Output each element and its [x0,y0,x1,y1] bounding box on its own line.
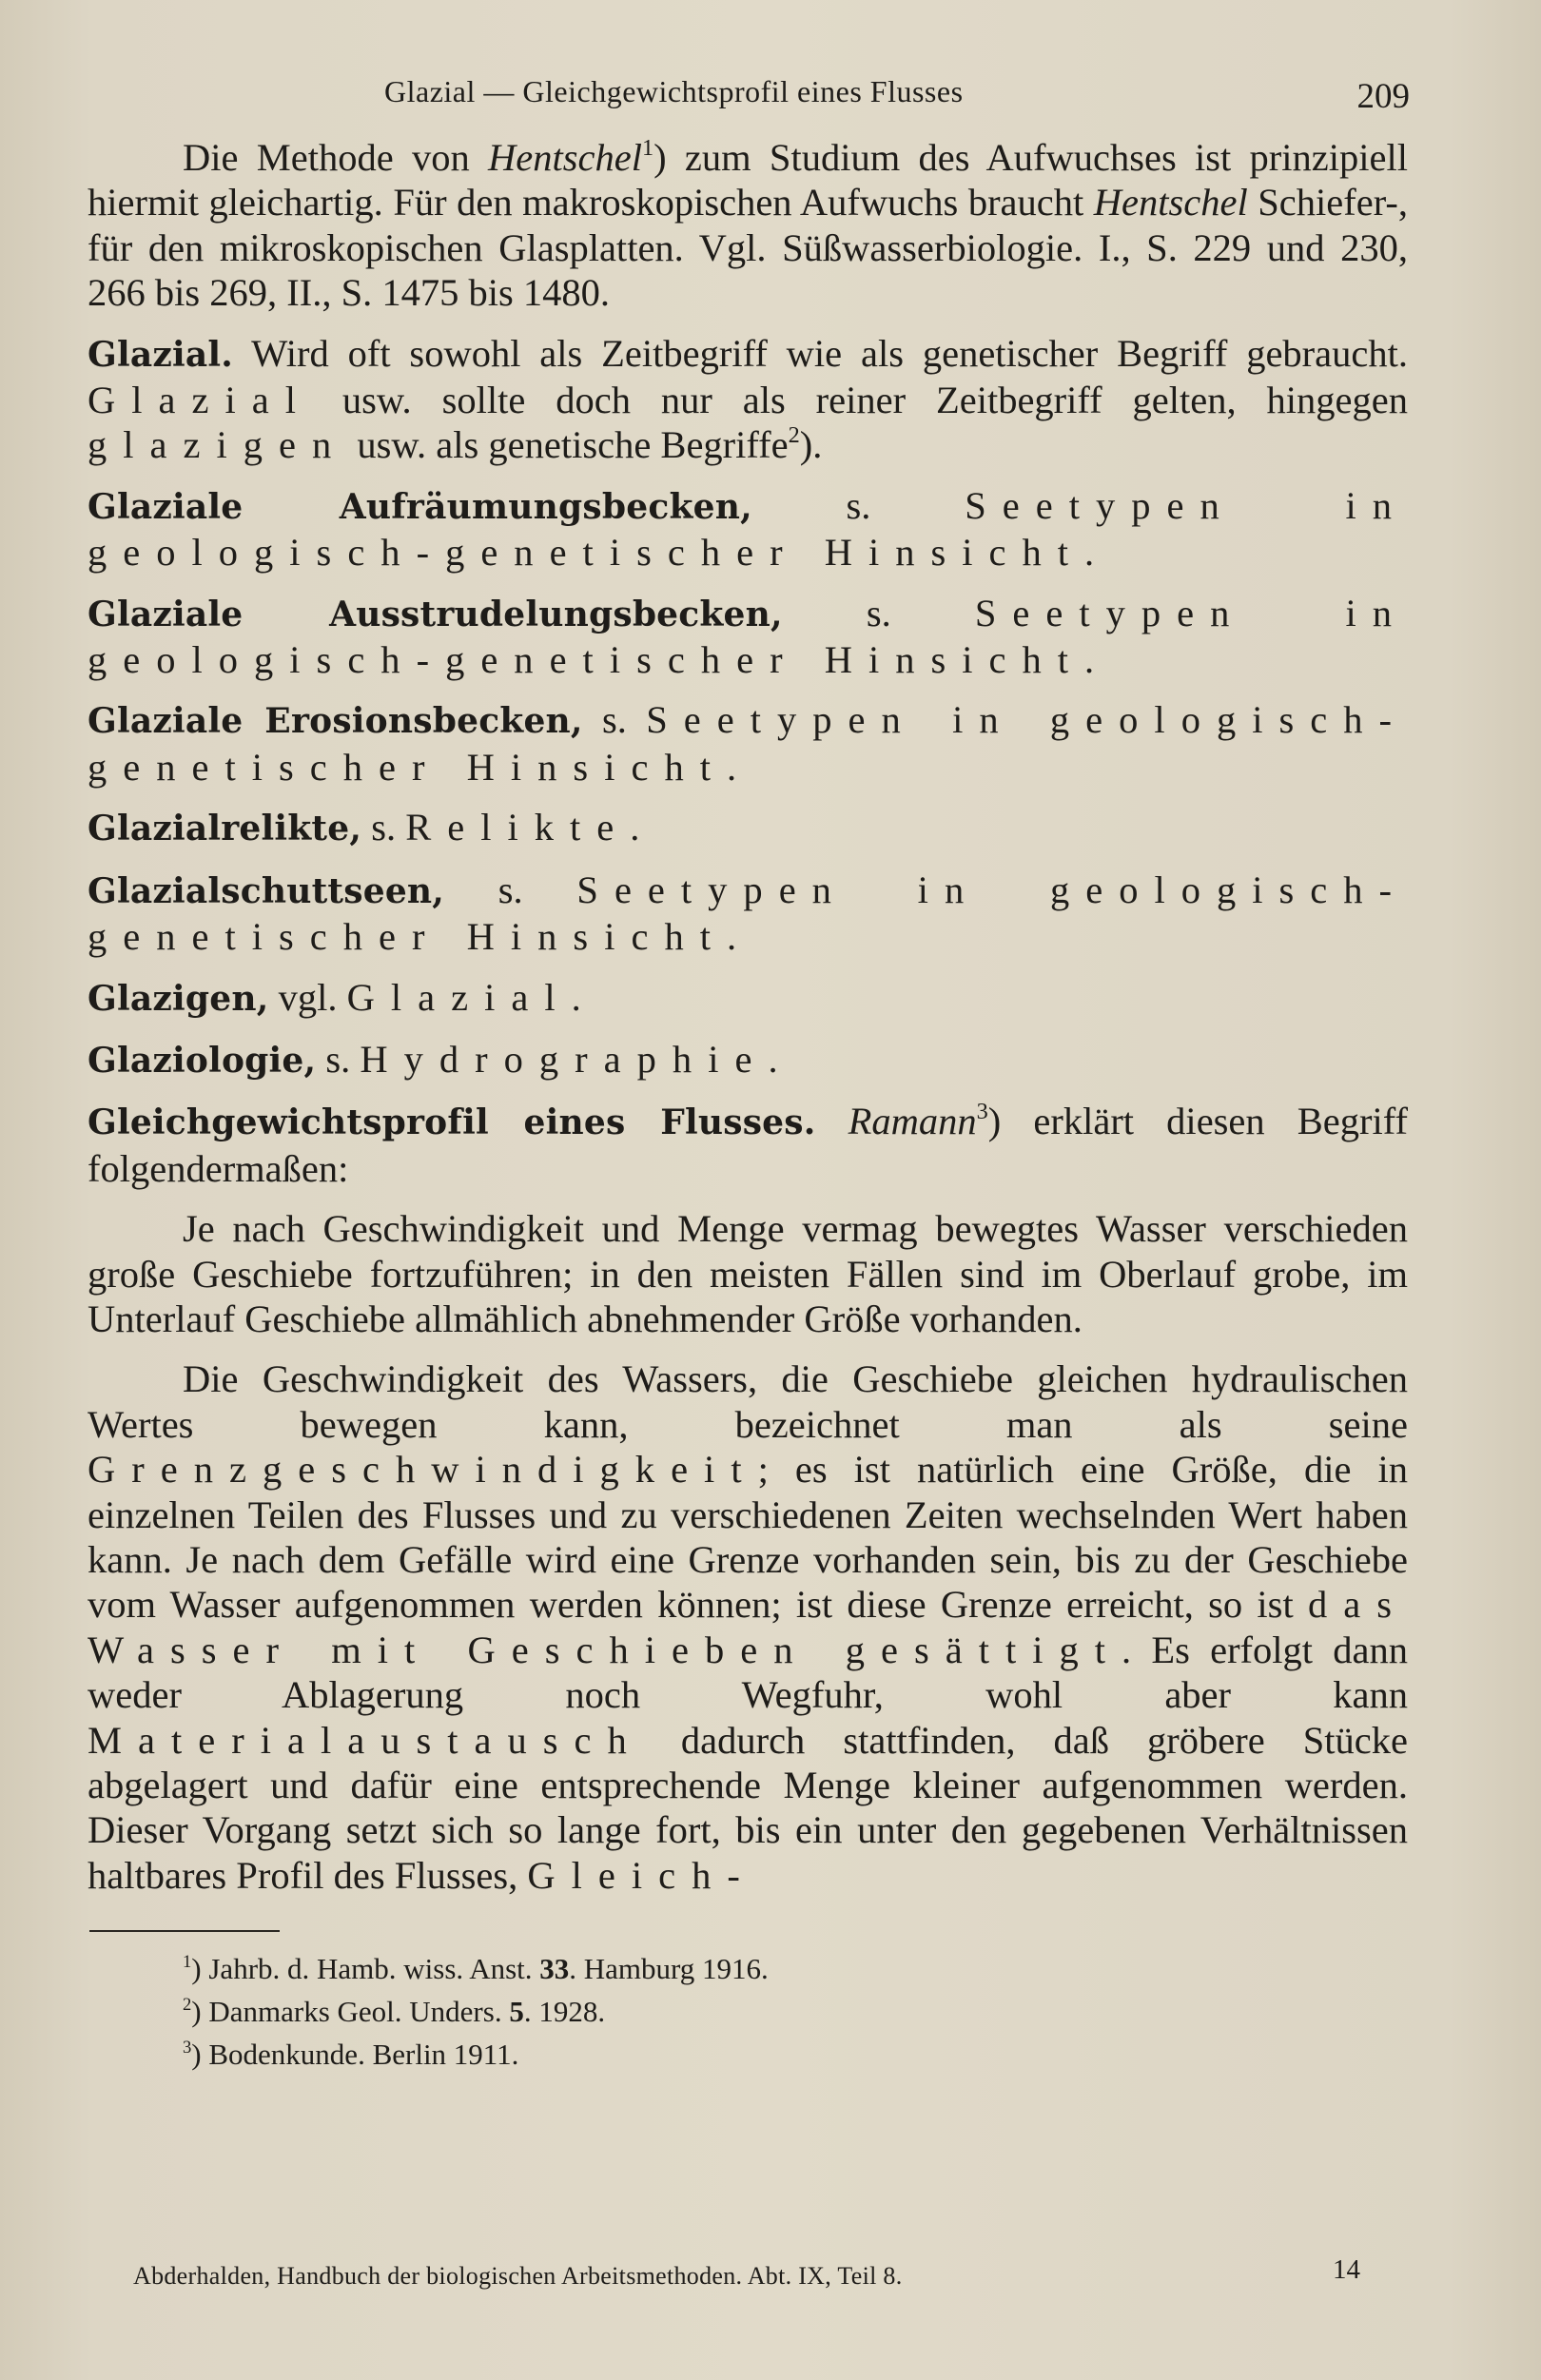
entry-glaziologie: Glaziologie, s. Hydrographie. [88,1037,778,1081]
footnote-divider [89,1930,280,1932]
entry-erosionsbecken: Glaziale Erosionsbecken, s. Seetypen in geologisch-genetischer Hinsicht. [88,698,1408,789]
footnote-ref: 1 [641,135,654,162]
running-head: Glazial — Gleichgewichtsprofil eines Flusses [384,74,964,108]
entry-headword: Glazigen, [88,978,269,1019]
entry-glazial: Glazial. Wird oft sowohl als Zeitbegriff wie als genetischer Begriff gebraucht. Glazial usw. sollte doch nur als reiner Zeitbegriff gelten, hingegen glazigen usw. als genetische Begriffe$^2$). [88,331,1408,467]
entry-headword: Glaziologie, [88,1040,317,1081]
entry-headword: Glaziale Ausstrudelungsbecken, [88,594,783,634]
footnote-2: $^2$) Danmarks Geol. Unders. 5. 1928. [183,1995,606,2029]
intro-paragraph: Die Methode von Hentschel$^1$) zum Studium des Aufwuchses ist prinzipiell hiermit gleichartig. Für den makroskopischen Aufwuchs braucht Hentschel Schiefer-, für den mikroskopischen Glasplatten. Vgl. Süßwasserbiologie. I., S. 229 und 230, 266 bis 269, II., S. 1475 bis 1480. [88,135,1409,315]
entry-headword: Gleichgewichtsprofil eines Flusses. [88,1102,816,1143]
entry-headword: Glaziale Aufräumungsbecken, [88,486,752,527]
footnote-3: $^3$) Bodenkunde. Berlin 1911. [183,2038,519,2072]
page-footer [133,2254,1360,2291]
main-text [88,135,1408,2076]
footnote-ref: 3 [976,1099,988,1125]
entry-glazigen: Glazigen, vgl. Glazial. [88,975,581,1019]
page-number: 209 [1356,77,1410,116]
entry-aufraeumungsbecken: Glaziale Aufräumungsbecken, s. Seetypen in geologisch-genetischer Hinsicht. [88,483,1408,575]
entry-ausstrudelungsbecken: Glaziale Ausstrudelungsbecken, s. Seetypen in geologisch-genetischer Hinsicht. [88,591,1408,682]
entry-glazialrelikte: Glazialrelikte, s. Relikte. [88,806,640,849]
entry-gleichgewichtsprofil: Gleichgewichtsprofil eines Flusses. Ramann$^3$) erklärt diesen Begriff folgendermaßen: [88,1099,1408,1190]
footnote-1: $^1$) Jahrb. d. Hamb. wiss. Anst. 33. Hamburg 1916. [183,1952,769,1986]
entry-headword: Glaziale Erosionsbecken, [88,701,583,742]
entry-glazialschuttseen: Glazialschuttseen, s. Seetypen in geologisch-genetischer Hinsicht. [88,868,1409,959]
entry-headword: Glazialrelikte, [88,809,362,849]
quote-paragraph-1: Je nach Geschwindigkeit und Menge vermag bewegtes Wasser verschieden große Geschiebe fortzuführen; in den meisten Fällen sind im Oberlauf grobe, im Unterlauf Geschiebe allmählich abnehmender Größe vorhanden. [88,1207,1408,1340]
entry-headword: Glazialschuttseen, [88,870,445,911]
footnote-ref: 2 [788,422,800,449]
page-header [88,68,1408,135]
quote-paragraph-2: Die Geschwindigkeit des Wassers, die Geschiebe gleichen hydraulischen Wertes bewegen kann, bezeichnet man als seine Grenzgeschwindigkeit; es ist natürlich eine Größe, die in einzelnen Teilen des Flusses und zu verschiedenen Zeiten wechselnden Wert haben kann. Je nach dem Gefälle wird eine Grenze vorhanden sein, bis zu der Geschiebe vom Wasser aufgenommen werden können; ist diese Grenze erreicht, so ist das Wasser mit Geschieben gesättigt. Es erfolgt dann weder Ablagerung noch Wegfuhr, wohl aber kann Materialaustausch dadurch stattfinden, daß gröbere Stücke abgelagert und dafür eine entsprechende Menge kleiner aufgenommen werden. Dieser Vorgang setzt sich so lange fort, bis ein unter den gegebenen Verhältnissen haltbares Profil des Flusses, Gleich- [88,1357,1408,1897]
author-name: Ramann [848,1100,977,1143]
signature-mark: 14 [1333,2254,1360,2285]
publication-line: Abderhalden, Handbuch der biologischen Arbeitsmethoden. Abt. IX, Teil 8. [133,2262,903,2290]
author-name: Hentschel [1093,181,1248,224]
author-name: Hentschel [488,136,642,179]
entry-headword: Glazial. [88,334,234,375]
